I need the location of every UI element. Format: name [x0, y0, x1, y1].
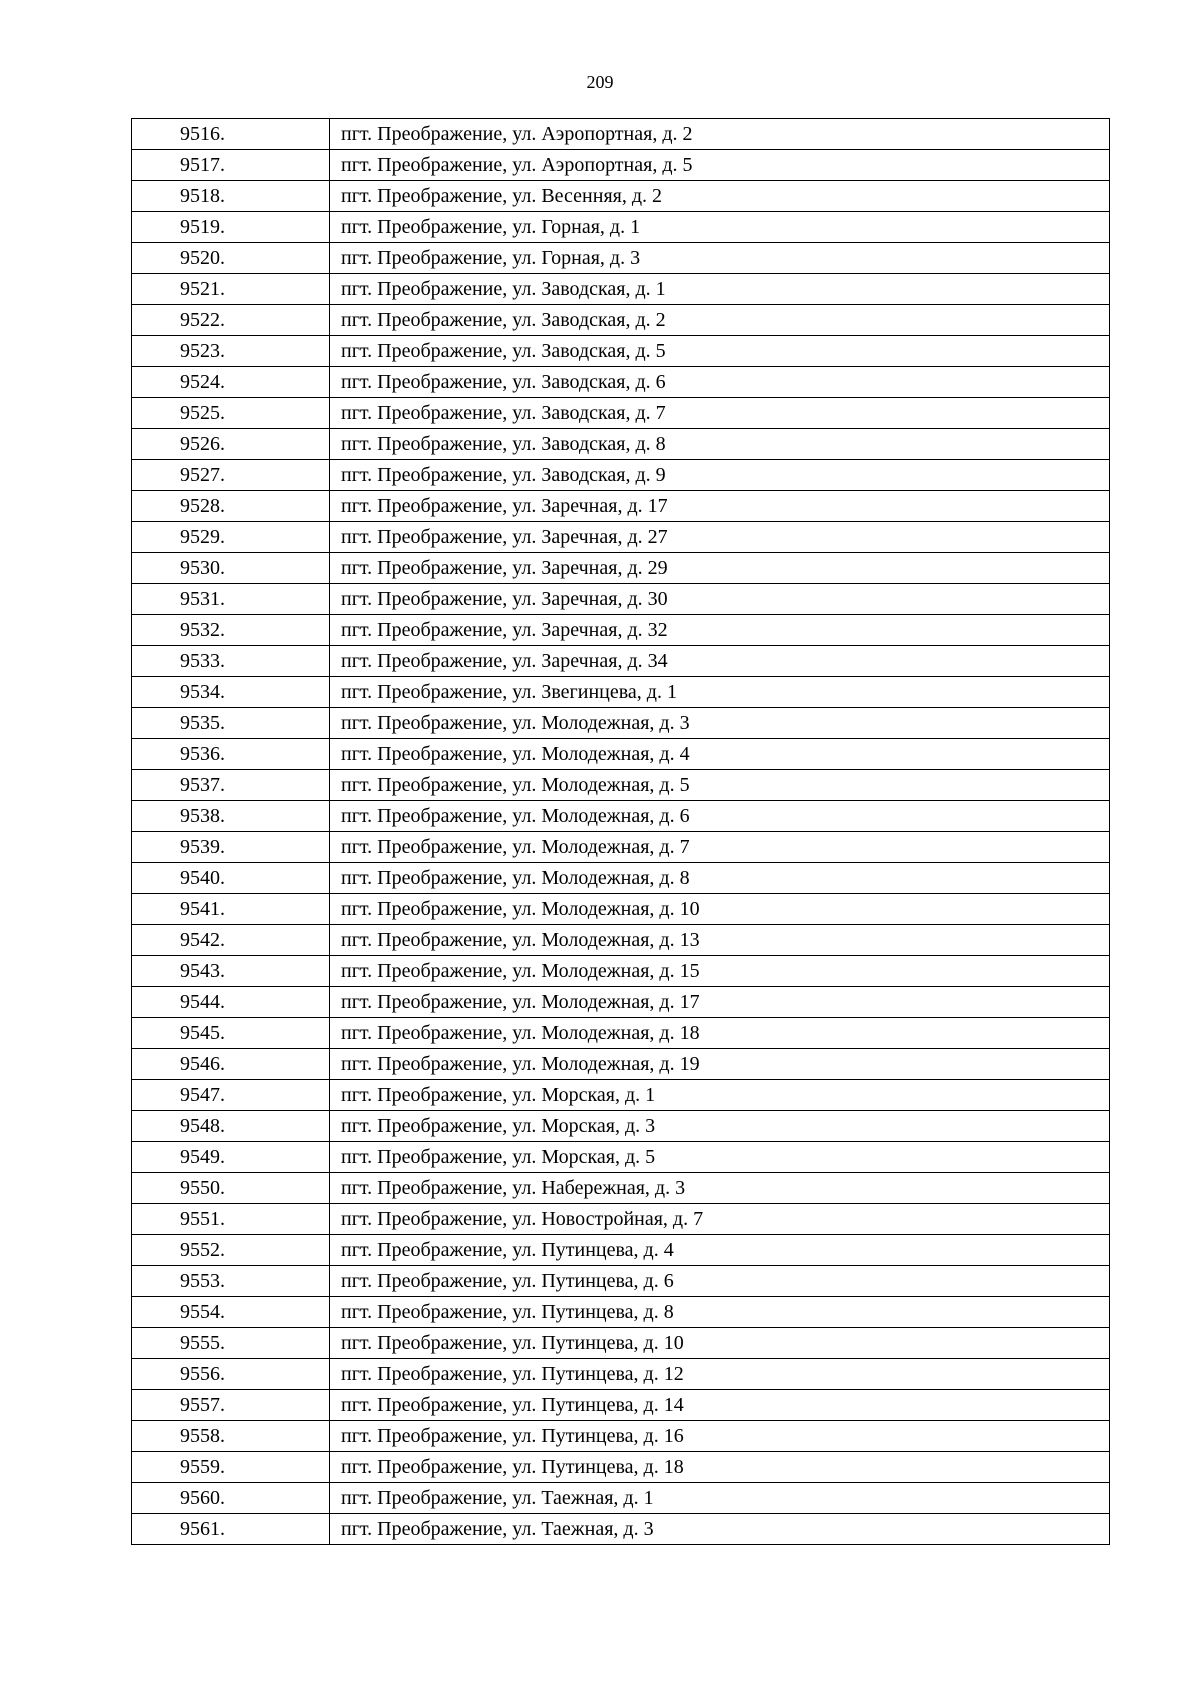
row-number: 9526.	[132, 429, 330, 460]
row-number: 9558.	[132, 1421, 330, 1452]
table-row	[132, 1421, 1110, 1452]
row-number: 9551.	[132, 1204, 330, 1235]
row-number: 9542.	[132, 925, 330, 956]
table-row	[132, 832, 1110, 863]
table-row	[132, 956, 1110, 987]
row-address: пгт. Преображение, ул. Звегинцева, д. 1	[330, 677, 1110, 708]
row-address: пгт. Преображение, ул. Путинцева, д. 16	[330, 1421, 1110, 1452]
row-number: 9524.	[132, 367, 330, 398]
row-address: пгт. Преображение, ул. Весенняя, д. 2	[330, 181, 1110, 212]
row-number: 9516.	[132, 119, 330, 150]
row-address: пгт. Преображение, ул. Заречная, д. 32	[330, 615, 1110, 646]
table-row	[132, 615, 1110, 646]
row-number: 9538.	[132, 801, 330, 832]
row-address: пгт. Преображение, ул. Молодежная, д. 8	[330, 863, 1110, 894]
row-number: 9549.	[132, 1142, 330, 1173]
table-row	[132, 1297, 1110, 1328]
row-number: 9541.	[132, 894, 330, 925]
row-number: 9532.	[132, 615, 330, 646]
row-address: пгт. Преображение, ул. Аэропортная, д. 2	[330, 119, 1110, 150]
row-number: 9518.	[132, 181, 330, 212]
row-number: 9561.	[132, 1514, 330, 1545]
table-row	[132, 1514, 1110, 1545]
address-table-body	[132, 119, 1110, 1545]
row-address: пгт. Преображение, ул. Путинцева, д. 4	[330, 1235, 1110, 1266]
row-number: 9519.	[132, 212, 330, 243]
row-address: пгт. Преображение, ул. Молодежная, д. 10	[330, 894, 1110, 925]
row-address: пгт. Преображение, ул. Морская, д. 5	[330, 1142, 1110, 1173]
row-number: 9544.	[132, 987, 330, 1018]
row-number: 9528.	[132, 491, 330, 522]
row-number: 9527.	[132, 460, 330, 491]
row-address: пгт. Преображение, ул. Путинцева, д. 8	[330, 1297, 1110, 1328]
row-number: 9523.	[132, 336, 330, 367]
table-row	[132, 1173, 1110, 1204]
row-number: 9554.	[132, 1297, 330, 1328]
table-row	[132, 1080, 1110, 1111]
table-row	[132, 243, 1110, 274]
table-row	[132, 1142, 1110, 1173]
row-number: 9555.	[132, 1328, 330, 1359]
table-row	[132, 119, 1110, 150]
table-row	[132, 1359, 1110, 1390]
row-address: пгт. Преображение, ул. Таежная, д. 1	[330, 1483, 1110, 1514]
table-row	[132, 553, 1110, 584]
table-row	[132, 1390, 1110, 1421]
table-row	[132, 491, 1110, 522]
row-address: пгт. Преображение, ул. Заречная, д. 34	[330, 646, 1110, 677]
row-address: пгт. Преображение, ул. Путинцева, д. 6	[330, 1266, 1110, 1297]
table-row	[132, 181, 1110, 212]
row-number: 9550.	[132, 1173, 330, 1204]
table-row	[132, 1204, 1110, 1235]
table-row	[132, 1266, 1110, 1297]
row-address: пгт. Преображение, ул. Новостройная, д. 7	[330, 1204, 1110, 1235]
row-number: 9559.	[132, 1452, 330, 1483]
table-row	[132, 1111, 1110, 1142]
table-row	[132, 398, 1110, 429]
row-number: 9525.	[132, 398, 330, 429]
row-address: пгт. Преображение, ул. Молодежная, д. 17	[330, 987, 1110, 1018]
row-number: 9521.	[132, 274, 330, 305]
row-number: 9553.	[132, 1266, 330, 1297]
row-address: пгт. Преображение, ул. Молодежная, д. 18	[330, 1018, 1110, 1049]
table-row	[132, 646, 1110, 677]
table-row	[132, 1483, 1110, 1514]
table-row	[132, 212, 1110, 243]
row-address: пгт. Преображение, ул. Путинцева, д. 14	[330, 1390, 1110, 1421]
row-number: 9535.	[132, 708, 330, 739]
row-number: 9530.	[132, 553, 330, 584]
table-row	[132, 739, 1110, 770]
table-row	[132, 677, 1110, 708]
row-address: пгт. Преображение, ул. Заречная, д. 27	[330, 522, 1110, 553]
table-row	[132, 150, 1110, 181]
row-address: пгт. Преображение, ул. Аэропортная, д. 5	[330, 150, 1110, 181]
row-number: 9545.	[132, 1018, 330, 1049]
row-address: пгт. Преображение, ул. Горная, д. 1	[330, 212, 1110, 243]
table-row	[132, 987, 1110, 1018]
row-number: 9517.	[132, 150, 330, 181]
row-address: пгт. Преображение, ул. Заводская, д. 5	[330, 336, 1110, 367]
row-address: пгт. Преображение, ул. Молодежная, д. 5	[330, 770, 1110, 801]
row-number: 9540.	[132, 863, 330, 894]
row-address: пгт. Преображение, ул. Набережная, д. 3	[330, 1173, 1110, 1204]
row-address: пгт. Преображение, ул. Заречная, д. 17	[330, 491, 1110, 522]
row-address: пгт. Преображение, ул. Заводская, д. 9	[330, 460, 1110, 491]
row-address: пгт. Преображение, ул. Заречная, д. 29	[330, 553, 1110, 584]
page-number: 209	[586, 72, 614, 92]
row-number: 9536.	[132, 739, 330, 770]
row-number: 9534.	[132, 677, 330, 708]
row-address: пгт. Преображение, ул. Заводская, д. 6	[330, 367, 1110, 398]
row-address: пгт. Преображение, ул. Молодежная, д. 4	[330, 739, 1110, 770]
table-row	[132, 1018, 1110, 1049]
row-address: пгт. Преображение, ул. Морская, д. 1	[330, 1080, 1110, 1111]
row-address: пгт. Преображение, ул. Путинцева, д. 18	[330, 1452, 1110, 1483]
row-number: 9533.	[132, 646, 330, 677]
row-number: 9546.	[132, 1049, 330, 1080]
row-address: пгт. Преображение, ул. Заводская, д. 2	[330, 305, 1110, 336]
address-table	[131, 118, 1110, 1545]
row-number: 9537.	[132, 770, 330, 801]
table-row	[132, 522, 1110, 553]
row-address: пгт. Преображение, ул. Молодежная, д. 13	[330, 925, 1110, 956]
table-row	[132, 274, 1110, 305]
row-number: 9556.	[132, 1359, 330, 1390]
table-row	[132, 708, 1110, 739]
table-row	[132, 801, 1110, 832]
row-address: пгт. Преображение, ул. Заводская, д. 7	[330, 398, 1110, 429]
table-row	[132, 770, 1110, 801]
row-address: пгт. Преображение, ул. Морская, д. 3	[330, 1111, 1110, 1142]
row-number: 9522.	[132, 305, 330, 336]
table-row	[132, 336, 1110, 367]
row-number: 9548.	[132, 1111, 330, 1142]
table-row	[132, 460, 1110, 491]
row-number: 9560.	[132, 1483, 330, 1514]
table-row	[132, 925, 1110, 956]
table-row	[132, 584, 1110, 615]
row-address: пгт. Преображение, ул. Молодежная, д. 6	[330, 801, 1110, 832]
row-number: 9531.	[132, 584, 330, 615]
row-address: пгт. Преображение, ул. Молодежная, д. 19	[330, 1049, 1110, 1080]
row-address: пгт. Преображение, ул. Путинцева, д. 10	[330, 1328, 1110, 1359]
row-number: 9552.	[132, 1235, 330, 1266]
row-number: 9529.	[132, 522, 330, 553]
row-number: 9547.	[132, 1080, 330, 1111]
row-address: пгт. Преображение, ул. Молодежная, д. 7	[330, 832, 1110, 863]
table-row	[132, 1049, 1110, 1080]
row-number: 9539.	[132, 832, 330, 863]
row-address: пгт. Преображение, ул. Путинцева, д. 12	[330, 1359, 1110, 1390]
row-number: 9520.	[132, 243, 330, 274]
table-row	[132, 1235, 1110, 1266]
row-address: пгт. Преображение, ул. Заводская, д. 8	[330, 429, 1110, 460]
row-address: пгт. Преображение, ул. Молодежная, д. 3	[330, 708, 1110, 739]
table-row	[132, 894, 1110, 925]
row-address: пгт. Преображение, ул. Молодежная, д. 15	[330, 956, 1110, 987]
table-row	[132, 1328, 1110, 1359]
row-address: пгт. Преображение, ул. Горная, д. 3	[330, 243, 1110, 274]
row-address: пгт. Преображение, ул. Заводская, д. 1	[330, 274, 1110, 305]
row-address: пгт. Преображение, ул. Таежная, д. 3	[330, 1514, 1110, 1545]
row-number: 9557.	[132, 1390, 330, 1421]
table-row	[132, 305, 1110, 336]
table-row	[132, 367, 1110, 398]
table-row	[132, 1452, 1110, 1483]
table-row	[132, 863, 1110, 894]
row-number: 9543.	[132, 956, 330, 987]
table-row	[132, 429, 1110, 460]
row-address: пгт. Преображение, ул. Заречная, д. 30	[330, 584, 1110, 615]
